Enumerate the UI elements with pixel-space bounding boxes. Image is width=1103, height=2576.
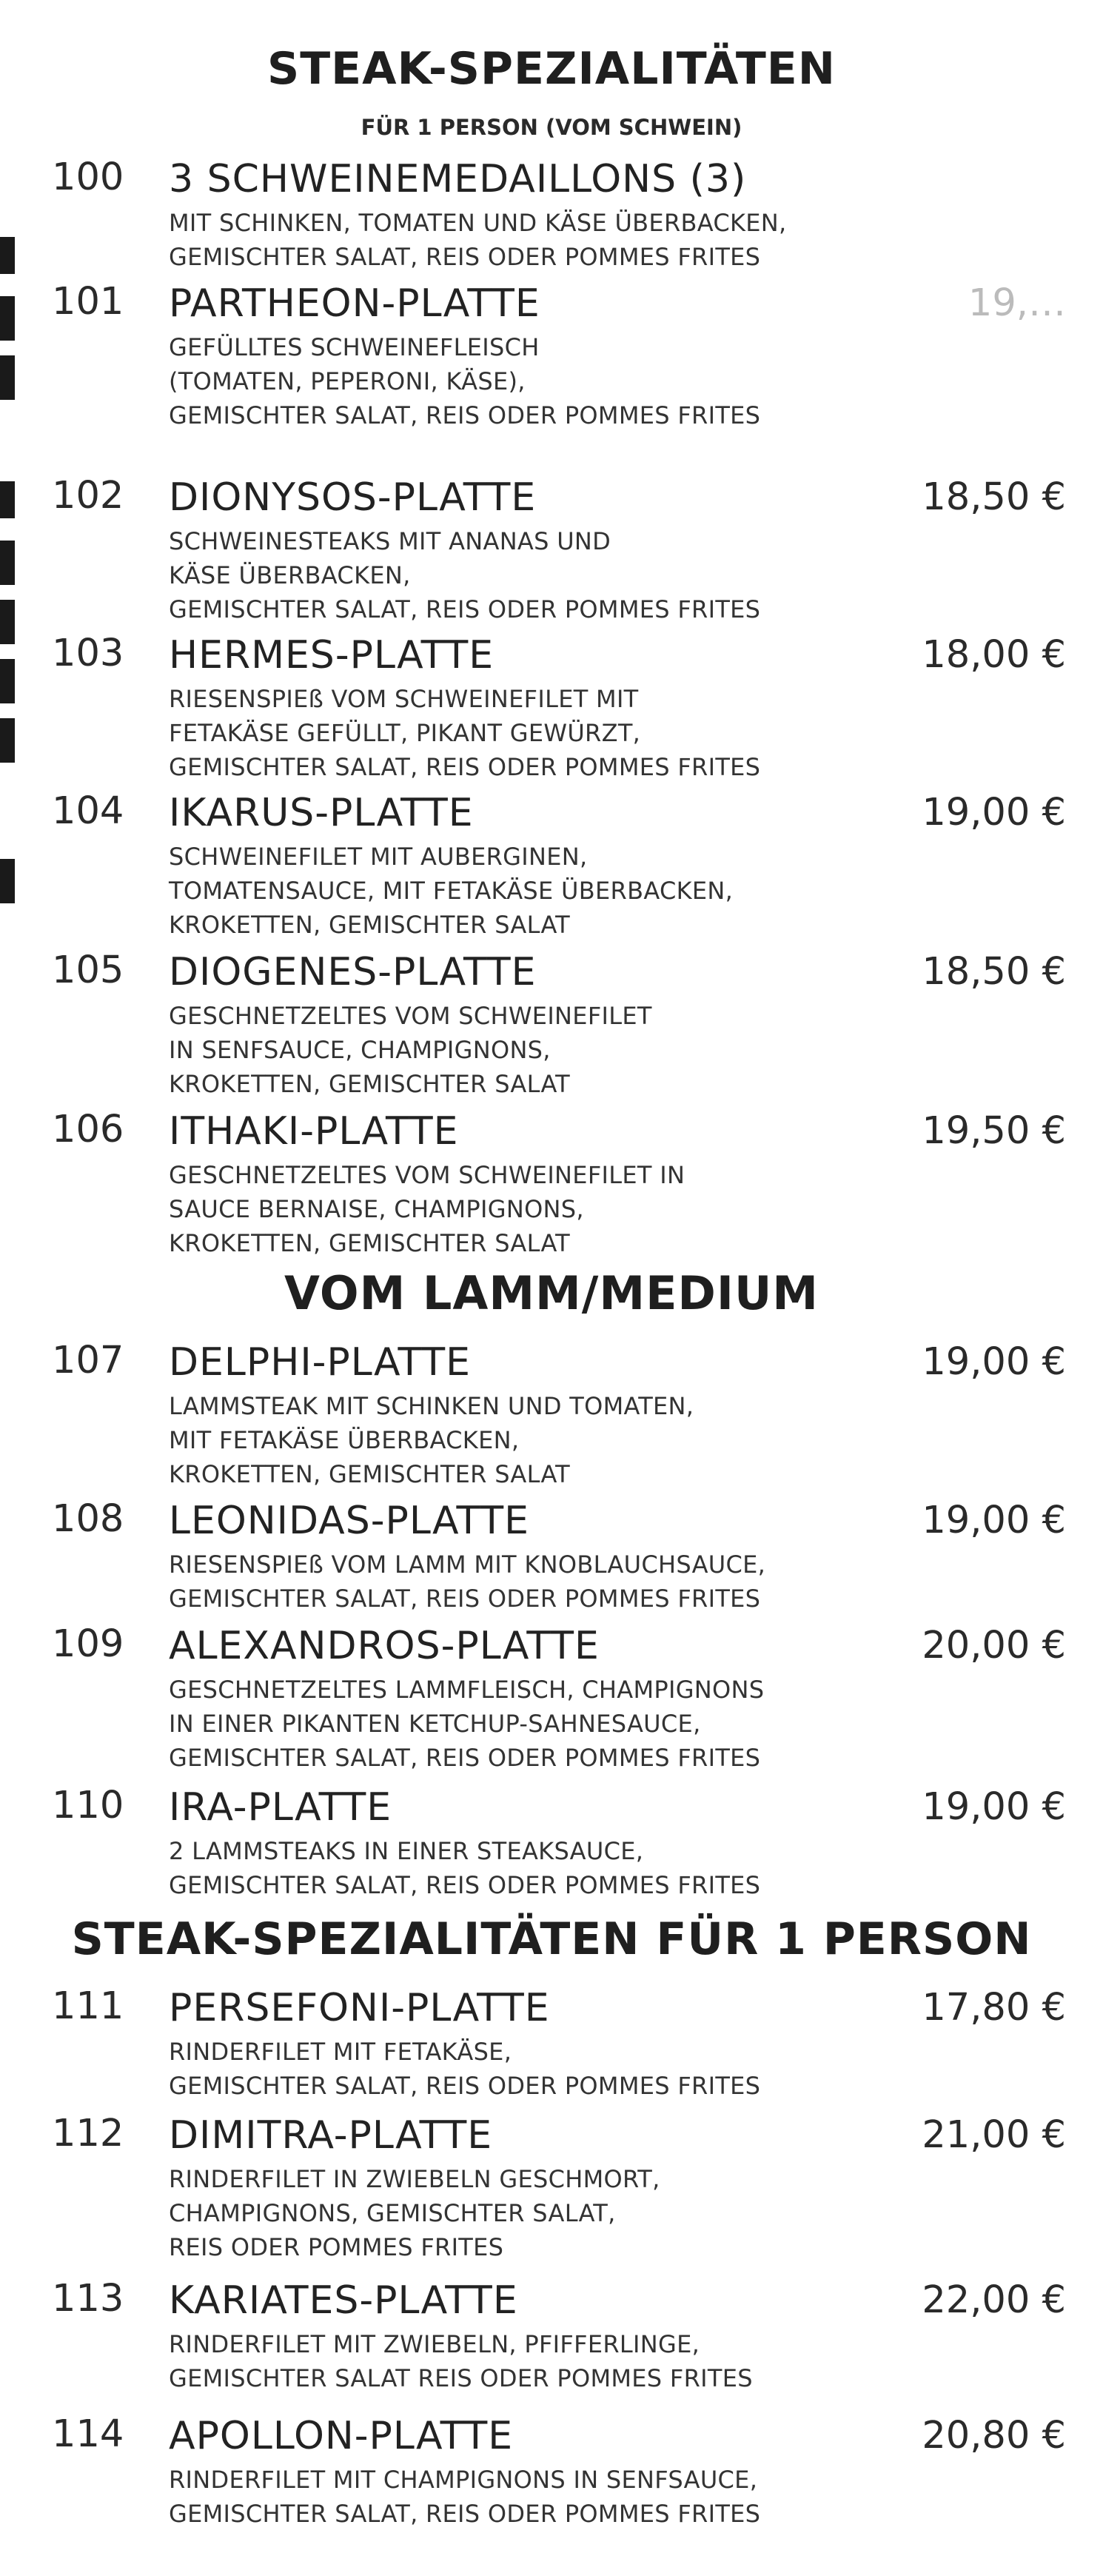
- description-line: GEMISCHTER SALAT, REIS ODER POMMES FRITES: [169, 243, 761, 271]
- binding-mark: [0, 237, 15, 274]
- description-line: (TOMATEN, PEPERONI, KÄSE),: [169, 367, 526, 395]
- item-name: DIONYSOS-PLATTE: [169, 475, 537, 520]
- binding-mark: [0, 859, 15, 903]
- item-number: 101: [52, 280, 124, 324]
- item-description: [169, 1834, 909, 1902]
- item-number: 100: [52, 155, 124, 199]
- description-line: KROKETTEN, GEMISCHTER SALAT: [169, 1070, 571, 1098]
- item-name: DIMITRA-PLATTE: [169, 2113, 493, 2158]
- item-description: [169, 1158, 909, 1260]
- item-name: ALEXANDROS-PLATTE: [169, 1624, 600, 1668]
- description-line: MIT FETAKÄSE ÜBERBACKEN,: [169, 1426, 520, 1454]
- description-line: GEMISCHTER SALAT, REIS ODER POMMES FRITES: [169, 753, 761, 781]
- description-line: GEMISCHTER SALAT, REIS ODER POMMES FRITES: [169, 1871, 761, 1899]
- binding-mark: [0, 481, 15, 518]
- item-name: 3 SCHWEINEMEDAILLONS (3): [169, 157, 747, 201]
- description-line: IN SENFSAUCE, CHAMPIGNONS,: [169, 1036, 551, 1064]
- item-price: 19,00 €: [922, 1499, 1066, 1542]
- item-price: 18,00 €: [922, 633, 1066, 677]
- item-number: 113: [52, 2277, 124, 2321]
- description-line: KROKETTEN, GEMISCHTER SALAT: [169, 911, 571, 939]
- item-number: 109: [52, 1622, 124, 1666]
- item-price: 19,50 €: [922, 1109, 1066, 1153]
- item-description: [169, 330, 909, 432]
- item-price: 18,50 €: [922, 950, 1066, 994]
- item-description: [169, 524, 909, 626]
- item-description: [169, 682, 909, 784]
- description-line: RIESENSPIEß VOM LAMM MIT KNOBLAUCHSAUCE,: [169, 1550, 766, 1579]
- description-line: KROKETTEN, GEMISCHTER SALAT: [169, 1229, 571, 1257]
- item-number: 111: [52, 1984, 124, 2028]
- item-price: 20,80 €: [922, 2414, 1066, 2458]
- description-line: IN EINER PIKANTEN KETCHUP-SAHNESAUCE,: [169, 1710, 701, 1738]
- description-line: GEMISCHTER SALAT, REIS ODER POMMES FRITES: [169, 2072, 761, 2100]
- item-name: KARIATES-PLATTE: [169, 2278, 518, 2323]
- item-price: 19,00 €: [922, 791, 1066, 834]
- item-name: IRA-PLATTE: [169, 1785, 392, 1830]
- item-description: [169, 2035, 909, 2103]
- item-description: [169, 1548, 909, 1616]
- description-line: GESCHNETZELTES VOM SCHWEINEFILET IN: [169, 1161, 685, 1189]
- binding-mark: [0, 355, 15, 400]
- description-line: GEMISCHTER SALAT, REIS ODER POMMES FRITES: [169, 1744, 761, 1772]
- binding-mark: [0, 659, 15, 703]
- section-title-rind: STEAK-SPEZIALITÄTEN FÜR 1 PERSON: [71, 1913, 1032, 1965]
- description-line: RINDERFILET MIT FETAKÄSE,: [169, 2038, 512, 2066]
- item-price: 18,50 €: [922, 475, 1066, 519]
- description-line: GEMISCHTER SALAT REIS ODER POMMES FRITES: [169, 2364, 753, 2392]
- description-line: SCHWEINEFILET MIT AUBERGINEN,: [169, 843, 588, 871]
- description-line: SAUCE BERNAISE, CHAMPIGNONS,: [169, 1195, 584, 1223]
- item-name: HERMES-PLATTE: [169, 633, 494, 678]
- item-description: [169, 999, 909, 1101]
- description-line: RIESENSPIEß VOM SCHWEINEFILET MIT: [169, 685, 639, 713]
- description-line: 2 LAMMSTEAKS IN EINER STEAKSAUCE,: [169, 1837, 644, 1865]
- description-line: KÄSE ÜBERBACKEN,: [169, 561, 411, 589]
- description-line: LAMMSTEAK MIT SCHINKEN UND TOMATEN,: [169, 1392, 694, 1420]
- binding-mark: [0, 541, 15, 585]
- binding-mark: [0, 296, 15, 341]
- section-title-lamm: VOM LAMM/MEDIUM: [284, 1266, 819, 1320]
- item-price: 21,00 €: [922, 2113, 1066, 2157]
- item-name: APOLLON-PLATTE: [169, 2414, 514, 2458]
- description-line: FETAKÄSE GEFÜLLT, PIKANT GEWÜRZT,: [169, 719, 641, 747]
- description-line: RINDERFILET MIT CHAMPIGNONS IN SENFSAUCE,: [169, 2466, 758, 2494]
- description-line: REIS ODER POMMES FRITES: [169, 2233, 504, 2261]
- item-price: 22,00 €: [922, 2278, 1066, 2322]
- description-line: GESCHNETZELTES LAMMFLEISCH, CHAMPIGNONS: [169, 1676, 765, 1704]
- description-line: MIT SCHINKEN, TOMATEN UND KÄSE ÜBERBACKEN,: [169, 209, 787, 237]
- item-number: 110: [52, 1784, 124, 1827]
- item-description: [169, 1673, 909, 1775]
- item-price: 20,00 €: [922, 1624, 1066, 1667]
- binding-mark: [0, 600, 15, 644]
- description-line: GEMISCHTER SALAT, REIS ODER POMMES FRITES: [169, 1585, 761, 1613]
- binding-mark: [0, 718, 15, 763]
- item-number: 106: [52, 1108, 124, 1151]
- description-line: GEMISCHTER SALAT, REIS ODER POMMES FRITES: [169, 2500, 761, 2528]
- description-line: TOMATENSAUCE, MIT FETAKÄSE ÜBERBACKEN,: [169, 877, 734, 905]
- description-line: GEMISCHTER SALAT, REIS ODER POMMES FRITES: [169, 401, 761, 429]
- item-name: PARTHEON-PLATTE: [169, 281, 540, 326]
- item-name: ITHAKI-PLATTE: [169, 1109, 459, 1154]
- description-line: RINDERFILET IN ZWIEBELN GESCHMORT,: [169, 2165, 660, 2193]
- item-number: 108: [52, 1497, 124, 1541]
- description-line: GESCHNETZELTES VOM SCHWEINEFILET: [169, 1002, 652, 1030]
- description-line: GEMISCHTER SALAT, REIS ODER POMMES FRITES: [169, 595, 761, 623]
- description-line: RINDERFILET MIT ZWIEBELN, PFIFFERLINGE,: [169, 2330, 700, 2358]
- item-name: DIOGENES-PLATTE: [169, 950, 537, 994]
- item-number: 112: [52, 2112, 124, 2155]
- item-number: 107: [52, 1339, 124, 1382]
- item-description: [169, 206, 909, 274]
- item-number: 104: [52, 789, 124, 833]
- item-price: 19,…: [968, 281, 1066, 325]
- section-title-schwein: STEAK-SPEZIALITÄTEN: [267, 43, 836, 95]
- item-number: 105: [52, 949, 124, 992]
- description-line: GEFÜLLTES SCHWEINEFLEISCH: [169, 333, 540, 361]
- item-name: DELPHI-PLATTE: [169, 1340, 471, 1385]
- item-number: 103: [52, 632, 124, 675]
- item-name: PERSEFONI-PLATTE: [169, 1986, 550, 2030]
- item-name: LEONIDAS-PLATTE: [169, 1499, 529, 1543]
- item-description: [169, 2463, 909, 2531]
- item-number: 102: [52, 474, 124, 518]
- description-line: CHAMPIGNONS, GEMISCHTER SALAT,: [169, 2199, 616, 2227]
- item-description: [169, 1389, 909, 1491]
- item-price: 17,80 €: [922, 1986, 1066, 2030]
- item-price: 19,00 €: [922, 1785, 1066, 1829]
- item-description: [169, 2162, 909, 2264]
- description-line: KROKETTEN, GEMISCHTER SALAT: [169, 1460, 571, 1488]
- item-name: IKARUS-PLATTE: [169, 791, 474, 835]
- item-description: [169, 840, 909, 942]
- item-description: [169, 2327, 909, 2395]
- item-number: 114: [52, 2412, 124, 2456]
- description-line: SCHWEINESTEAKS MIT ANANAS UND: [169, 527, 611, 555]
- item-price: 19,00 €: [922, 1340, 1066, 1384]
- section-subtitle-schwein: FÜR 1 PERSON (VOM SCHWEIN): [361, 115, 742, 140]
